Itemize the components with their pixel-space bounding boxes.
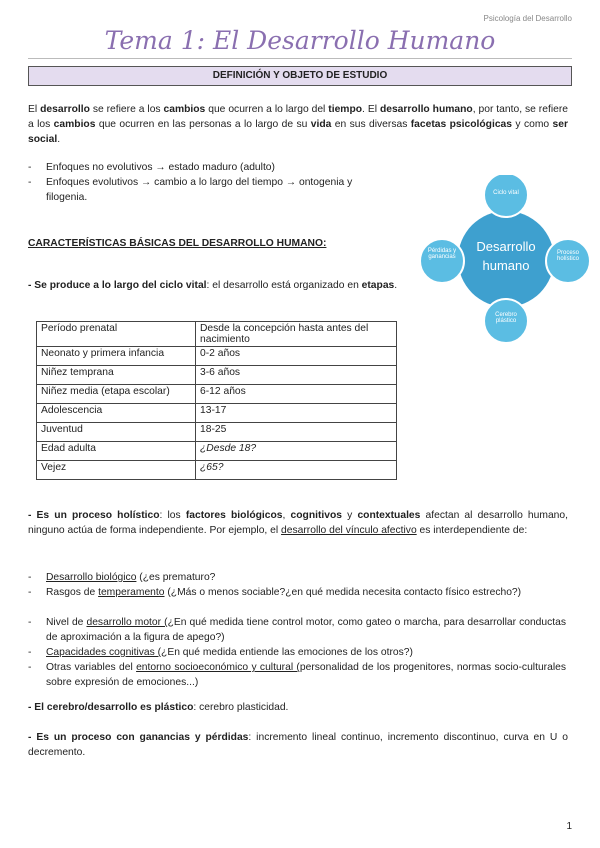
- diagram-right-label: Proceso holístico: [556, 250, 579, 262]
- header-subject: Psicología del Desarrollo: [483, 14, 572, 23]
- diagram-center-label: Desarrollo humano: [476, 239, 536, 273]
- title-divider: [28, 58, 572, 59]
- list-item: - Nivel de desarrollo motor (¿En qué medida tiene control motor, como gateo o marcha, para desarrollar conductas de aproximación a la figura de apego?): [28, 617, 567, 643]
- diagram-bottom-label: Cerebro plástico: [495, 312, 517, 324]
- section-heading-definition: DEFINICIÓN Y OBJETO DE ESTUDIO: [28, 66, 572, 86]
- table-row: Niñez temprana 3-6 años: [37, 366, 397, 385]
- table-row: Vejez ¿65?: [37, 461, 397, 480]
- page-number: 1: [566, 821, 572, 832]
- list-item: - Capacidades cognitivas (¿En qué medida entiende las emociones de los otros?): [28, 647, 413, 658]
- intro-paragraph: El desarrollo se refiere a los cambios que ocurren a lo largo del tiempo. El desarrollo humano, por tanto, se refiere a los cambios que ocurren en las personas a lo largo de su vida en sus diversas facetas psicológicas y como ser social.: [28, 104, 568, 145]
- diagram-top-label: Ciclo vital: [493, 190, 519, 196]
- stages-table: [36, 321, 397, 480]
- diagram-left-label: Pérdidas y ganancias: [427, 248, 457, 260]
- table-row: Adolescencia 13-17: [37, 404, 397, 423]
- list-item: - Enfoques no evolutivos → estado maduro (adulto): [28, 162, 275, 173]
- list-item: - Enfoques evolutivos → cambio a lo largo del tiempo → ontogenia y filogenia.: [28, 177, 353, 203]
- list-item: - Otras variables del entorno socioeconómico y cultural (personalidad de los progenitores, normas socio-culturales sobre expresión de emociones...): [28, 662, 566, 688]
- table-row: Juventud 18-25: [37, 423, 397, 442]
- section-heading-characteristics: CARACTERÍSTICAS BÁSICAS DEL DESARROLLO HUMANO:: [28, 238, 327, 249]
- table-row: Niñez media (etapa escolar) 6-12 años: [37, 385, 397, 404]
- diagram-top-circle: [484, 175, 528, 217]
- page-title: Tema 1: El Desarrollo Humano: [104, 26, 496, 55]
- cycle-paragraph: - Se produce a lo largo del ciclo vital: el desarrollo está organizado en etapas.: [28, 280, 398, 291]
- gains-paragraph: - Es un proceso con ganancias y pérdidas: incremento lineal continuo, incremento discontinuo, curva en U o decremento.: [28, 732, 568, 758]
- list-item: - Rasgos de temperamento (¿Más o menos sociable?¿en qué medida necesita contacto físico estrecho?): [28, 587, 522, 598]
- plastic-paragraph: - El cerebro/desarrollo es plástico: cerebro plasticidad.: [28, 702, 289, 713]
- list-item: - Desarrollo biológico (¿es prematuro?: [28, 572, 216, 583]
- holistic-paragraph: - Es un proceso holístico: los factores biológicos, cognitivos y contextuales afectan al desarrollo humano, ninguno actúa de forma independiente. Por ejemplo, el desarrollo del vínculo afectivo es interdependiente de:: [28, 510, 568, 536]
- table-row: Período prenatal Desde la concepción hasta antes del nacimiento: [37, 322, 397, 347]
- table-row: Edad adulta ¿Desde 18?: [37, 442, 397, 461]
- table-row: Neonato y primera infancia 0-2 años: [37, 347, 397, 366]
